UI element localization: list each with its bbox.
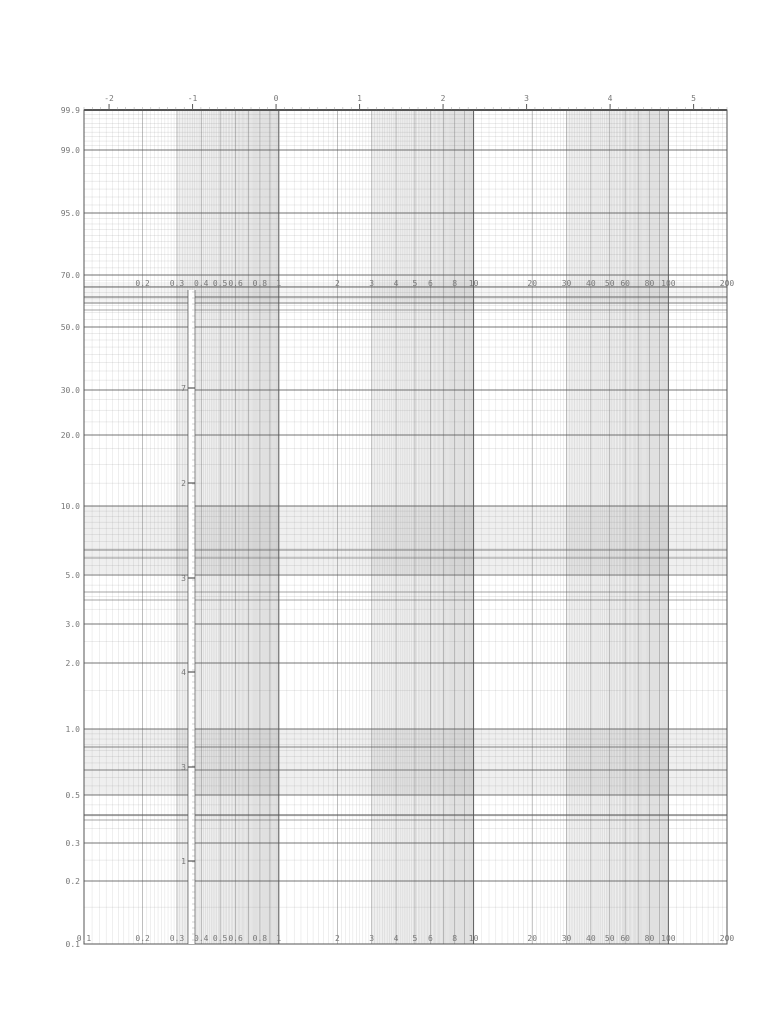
top-scale-label: 5 xyxy=(691,94,697,103)
log-scale-label-lower: 100 xyxy=(661,934,676,943)
probability-label: 99.0 xyxy=(60,146,80,155)
inner-scale-label: 7 xyxy=(181,384,186,393)
probability-label: 95.0 xyxy=(60,209,80,218)
probability-label: 0.1 xyxy=(65,940,80,949)
log-scale-label-lower: 0.5 xyxy=(212,934,228,943)
log-scale-label-upper: 0.5 xyxy=(212,279,228,288)
log-scale-label-upper: 0.2 xyxy=(135,279,150,288)
probability-label: 99.9 xyxy=(60,106,80,115)
log-scale-label-upper: 8 xyxy=(452,279,458,288)
log-scale-label-lower: 0.2 xyxy=(135,934,150,943)
log-scale-label-lower: 50 xyxy=(604,934,615,943)
log-scale-label-lower: 40 xyxy=(586,934,596,943)
log-scale-label-lower: 60 xyxy=(620,934,630,943)
log-scale-label-upper: 100 xyxy=(661,279,676,288)
log-scale-label-lower: 80 xyxy=(644,934,655,943)
log-scale-label-upper: 50 xyxy=(604,279,615,288)
log-scale-label-lower: 4 xyxy=(393,934,399,943)
top-scale-label: 3 xyxy=(524,94,529,103)
log-scale-label-lower: 0.4 xyxy=(194,934,209,943)
log-scale-label-lower: 3 xyxy=(369,934,375,943)
log-scale-label-upper: 0.6 xyxy=(228,279,243,288)
log-scale-label-upper: 60 xyxy=(620,279,630,288)
log-scale-label-upper: 3 xyxy=(369,279,375,288)
probability-label: 70.0 xyxy=(60,271,80,280)
probability-label: 1.0 xyxy=(65,725,80,734)
top-scale-label: -2 xyxy=(104,94,114,103)
log-scale-label-upper: 0.8 xyxy=(252,279,268,288)
probability-label: 50.0 xyxy=(60,323,80,332)
log-scale-label-upper: 1 xyxy=(276,279,282,288)
probability-label: 30.0 xyxy=(60,386,80,395)
top-scale-label: 2 xyxy=(440,94,446,103)
log-scale-label-lower: 200 xyxy=(719,934,735,943)
log-scale-label-lower: 2 xyxy=(335,934,340,943)
inner-scale-label: 4 xyxy=(181,668,186,677)
probability-label: 3.0 xyxy=(65,620,80,629)
log-scale-label-upper: 200 xyxy=(719,279,735,288)
top-scale-label: 1 xyxy=(357,94,362,103)
log-scale-label-upper: 5 xyxy=(412,279,418,288)
log-scale-label-lower: 20 xyxy=(527,934,538,943)
top-scale-label: 4 xyxy=(607,94,613,103)
inner-scale-label: 3 xyxy=(181,763,186,772)
log-scale-label-upper: 0.3 xyxy=(169,279,185,288)
probability-label: 0.5 xyxy=(65,791,80,800)
log-scale-label-lower: 0.3 xyxy=(169,934,185,943)
inner-scale-label: 2 xyxy=(181,479,186,488)
log-scale-label-upper: 6 xyxy=(427,279,433,288)
inner-scale-label: 1 xyxy=(181,857,186,866)
log-scale-label-upper: 30 xyxy=(561,279,572,288)
probability-label: 10.0 xyxy=(60,502,80,511)
log-scale-label-upper: 10 xyxy=(468,279,479,288)
inner-scale-label: 3 xyxy=(181,574,186,583)
top-scale-label: -1 xyxy=(187,94,198,103)
log-scale-label-upper: 2 xyxy=(335,279,340,288)
probability-label: 2.0 xyxy=(65,659,80,668)
probability-label: 0.2 xyxy=(65,877,80,886)
probability-label: 5.0 xyxy=(65,571,80,580)
log-scale-label-upper: 80 xyxy=(644,279,655,288)
log-scale-label-lower: 1 xyxy=(276,934,282,943)
log-scale-label-lower: 6 xyxy=(427,934,433,943)
log-scale-label-lower: 0.8 xyxy=(252,934,268,943)
probability-label: 20.0 xyxy=(60,431,80,440)
log-scale-label-lower: 0.1 xyxy=(76,934,92,943)
log-scale-label-upper: 0.4 xyxy=(194,279,209,288)
log-scale-label-upper: 4 xyxy=(393,279,399,288)
log-scale-label-lower: 5 xyxy=(412,934,418,943)
log-scale-label-lower: 30 xyxy=(561,934,572,943)
log-scale-label-lower: 0.6 xyxy=(228,934,243,943)
probability-label: 0.3 xyxy=(65,839,80,848)
log-scale-label-lower: 8 xyxy=(452,934,458,943)
log-scale-label-upper: 20 xyxy=(527,279,538,288)
log-scale-label-upper: 40 xyxy=(586,279,596,288)
top-scale-label: 0 xyxy=(273,94,279,103)
log-scale-label-lower: 10 xyxy=(468,934,479,943)
